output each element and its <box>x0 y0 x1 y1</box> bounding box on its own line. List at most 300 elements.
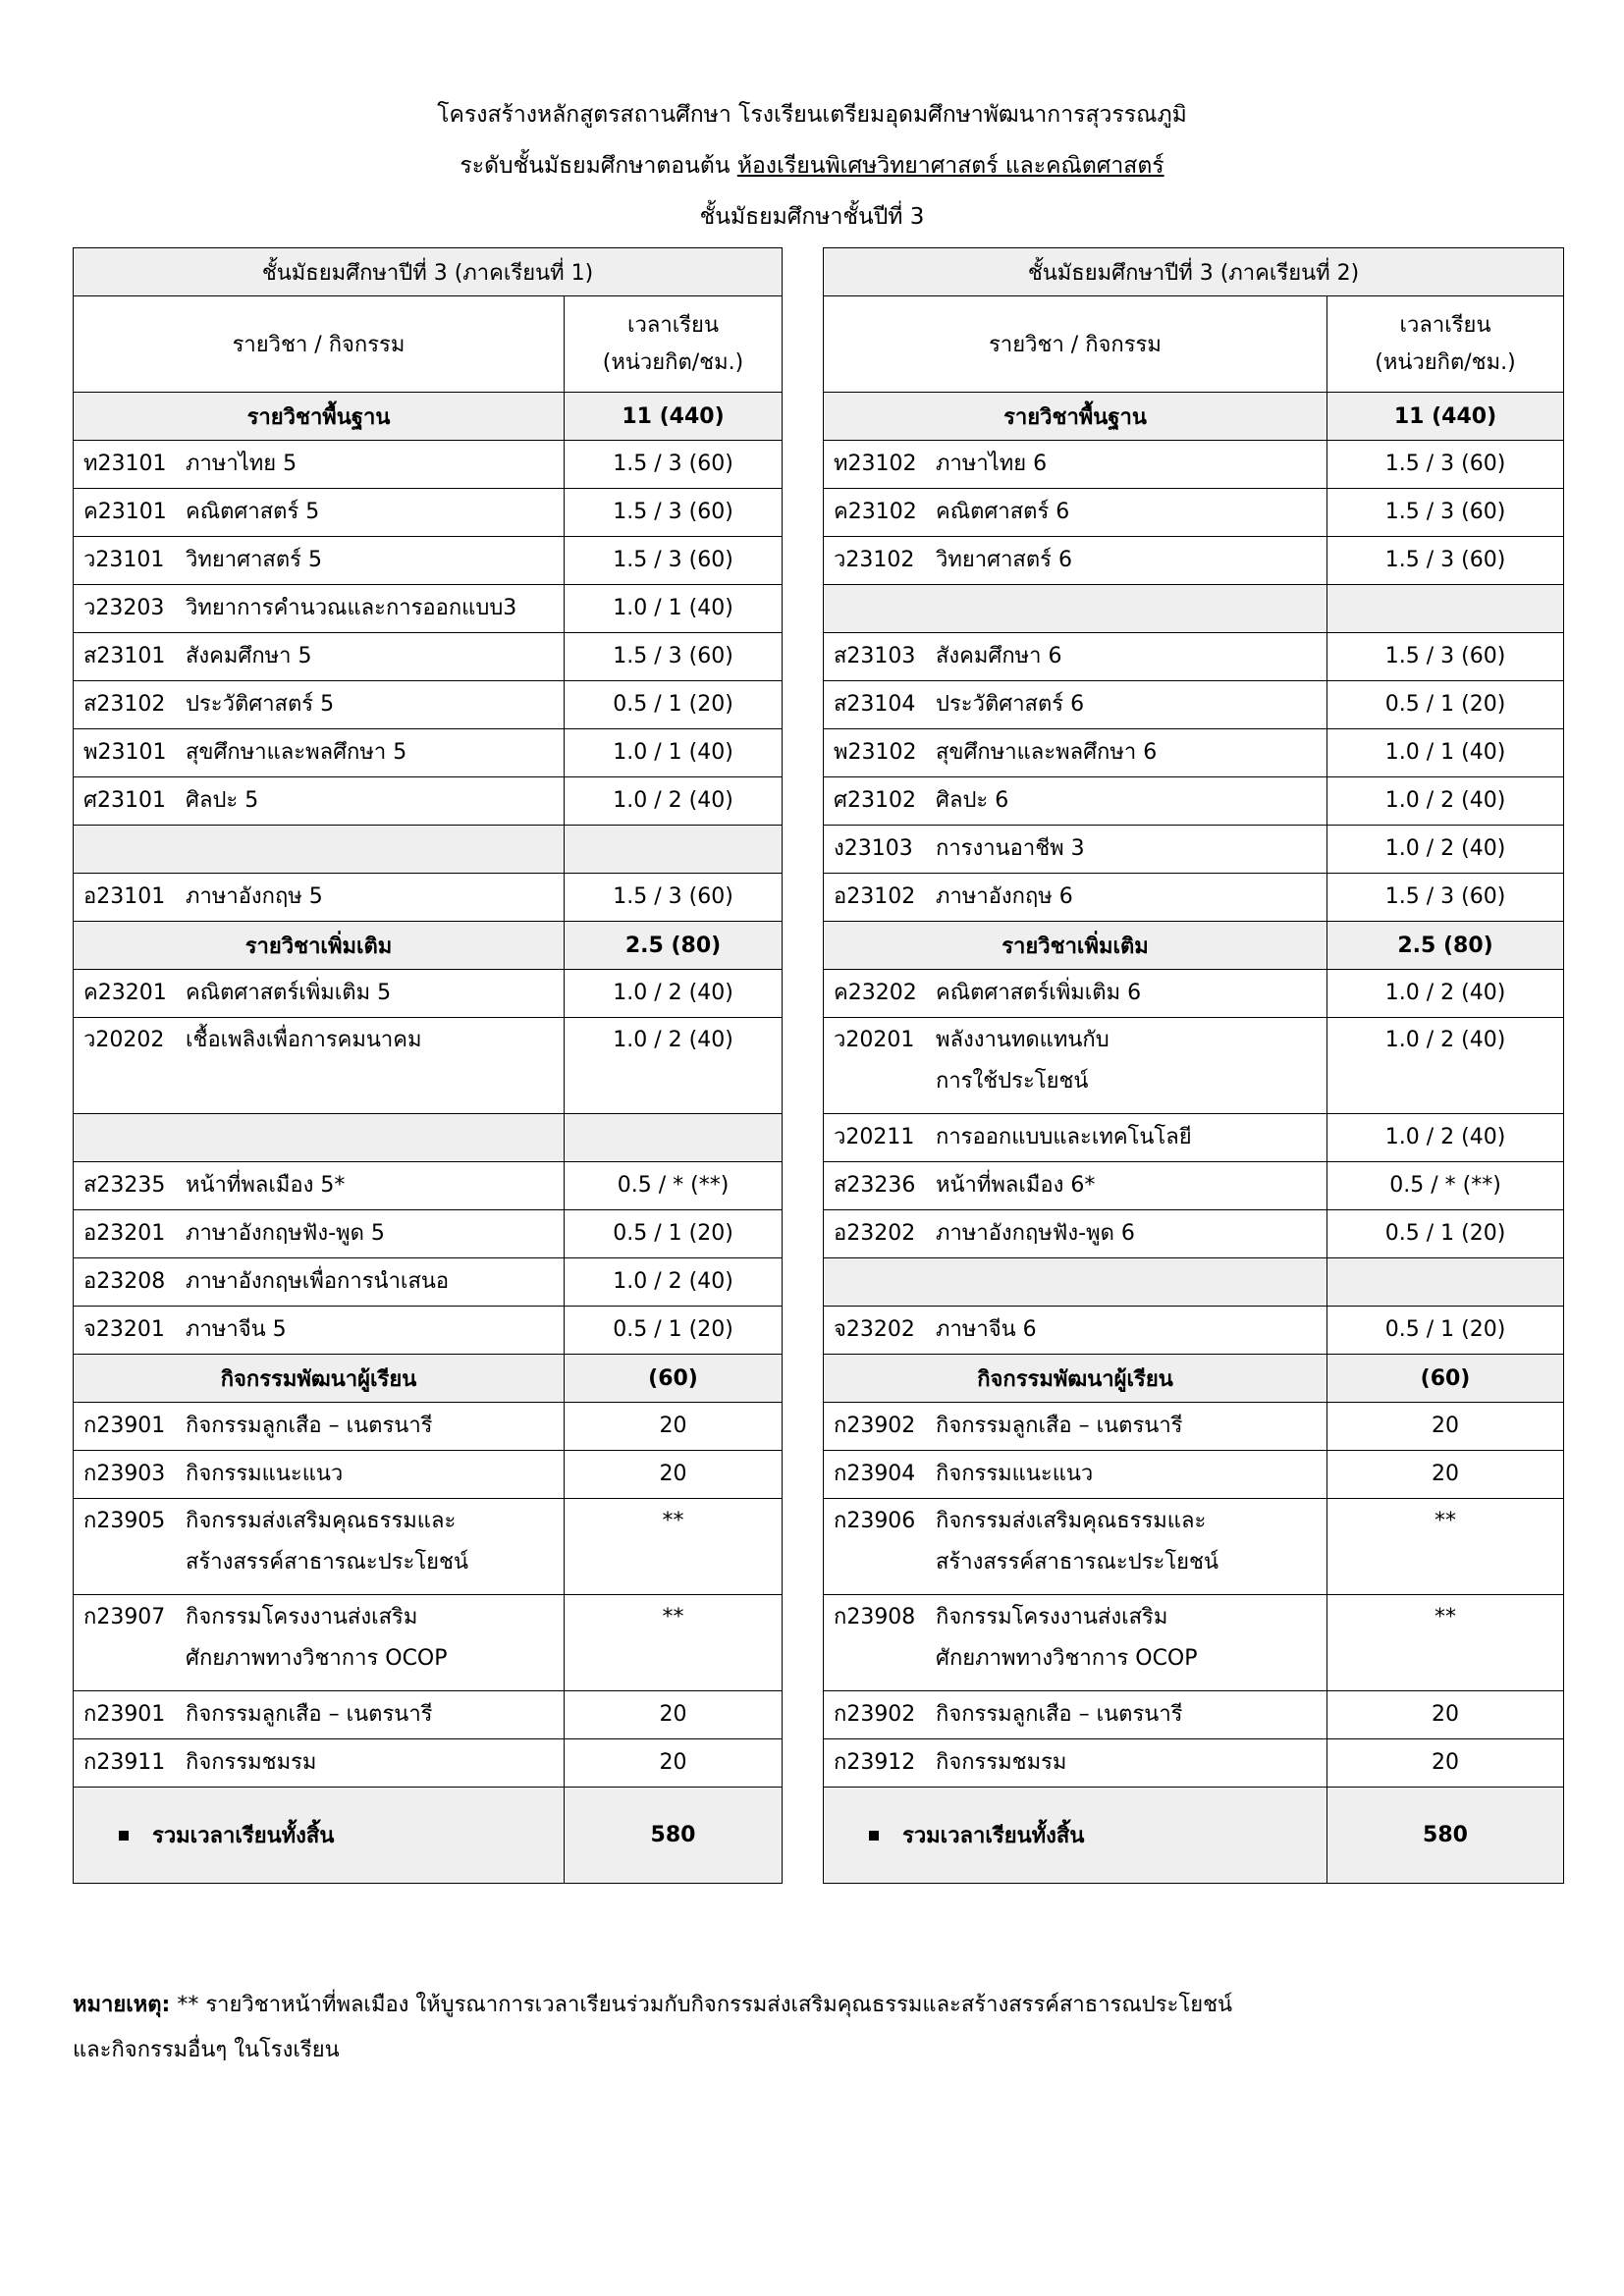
sem1-basic-row-subject <box>74 633 565 681</box>
sem1-extra-row-subject <box>74 1307 565 1355</box>
subject-name: คณิตศาสตร์ 5 <box>186 500 320 524</box>
sem2-extra-row <box>824 1114 1564 1162</box>
sem2-basic-row-time <box>1327 777 1564 826</box>
sem2-basic-row-subject <box>824 729 1327 777</box>
subject-name: ภาษาอังกฤษฟัง-พูด 6 <box>936 1221 1135 1246</box>
sem1-extra-row <box>74 1114 783 1162</box>
subject-code: อ23102 <box>834 884 916 909</box>
sem2-basic-row-time <box>1327 729 1564 777</box>
sem1-total-row <box>74 1788 783 1884</box>
time-value: 1.0 / 2 (40) <box>1384 1125 1506 1149</box>
sem1-extra-row-subject <box>74 1114 565 1162</box>
sem2-activity-row-time <box>1327 1499 1564 1595</box>
sem1-basic-row-time <box>565 777 783 826</box>
sem1-basic-row <box>74 826 783 874</box>
sem2-extra-row <box>824 1018 1564 1114</box>
sem2-total-label-cell <box>824 1788 1327 1884</box>
sem2-extra-row-subject <box>824 1114 1327 1162</box>
sem2-extra-row-subject <box>824 1258 1327 1307</box>
subject-name: กิจกรรมลูกเสือ – เนตรนารี <box>936 1702 1183 1727</box>
sem2-activity-row-time <box>1327 1595 1564 1691</box>
time-value: 1.5 / 3 (60) <box>613 548 733 572</box>
subject-line <box>83 1215 564 1253</box>
subject-name: กิจกรรมโครงงานส่งเสริม <box>186 1605 418 1629</box>
time-value: 1.5 / 3 (60) <box>613 644 733 668</box>
subject-name: กิจกรรมแนะแนว <box>936 1462 1094 1486</box>
sem2-extra-row <box>824 1307 1564 1355</box>
sem1-basic-row-subject <box>74 874 565 922</box>
sem1-extra-row-time <box>565 1018 783 1114</box>
sem2-activity-total: (60) <box>1327 1355 1564 1403</box>
subject-code: ค23202 <box>834 981 917 1005</box>
sem1-col-time <box>565 296 783 393</box>
sem1-basic-row-subject <box>74 826 565 874</box>
subject-line <box>834 1408 1326 1445</box>
footnote-text-1: ** รายวิชาหน้าที่พลเมือง ให้บูรณาการเวลาเรียนร่วมกับกิจกรรมส่งเสริมคุณธรรมและสร้างสรรค์สาธารณประโยชน์ <box>170 1993 1233 2017</box>
sem2-basic-row-subject <box>824 537 1327 585</box>
time-value: 1.0 / 2 (40) <box>1384 981 1506 1005</box>
time-value: 1.0 / 2 (40) <box>613 1028 733 1052</box>
subject-name: ภาษาอังกฤษเพื่อการนำเสนอ <box>186 1269 450 1294</box>
sem2-basic-row <box>824 441 1564 489</box>
sem2-basic-row-subject <box>824 826 1327 874</box>
time-value: 20 <box>659 1750 687 1775</box>
time-value: 1.0 / 2 (40) <box>613 1269 733 1294</box>
time-value: 0.5 / * (**) <box>617 1173 730 1198</box>
sem1-basic-row-time <box>565 537 783 585</box>
sem2-activity-row-subject <box>824 1499 1327 1595</box>
subject-line <box>83 494 564 531</box>
subject-code: ว23101 <box>83 548 165 572</box>
sem1-activity-row <box>74 1739 783 1788</box>
subject-line <box>834 1311 1326 1349</box>
subject-name-line2: ศักยภาพทางวิชาการ OCOP <box>936 1646 1198 1671</box>
subject-line <box>83 1263 564 1301</box>
sem2-total-value: 580 <box>1327 1788 1564 1884</box>
subject-name: กิจกรรมส่งเสริมคุณธรรมและ <box>186 1509 457 1533</box>
sem2-activity-row-subject <box>824 1739 1327 1788</box>
sem2-column-header-row <box>824 296 1564 393</box>
sem1-activity-label: กิจกรรมพัฒนาผู้เรียน <box>74 1355 565 1403</box>
sem1-activity-row-subject <box>74 1403 565 1451</box>
subject-line <box>834 734 1326 772</box>
sem1-extra-row-subject <box>74 1162 565 1210</box>
subject-name: ภาษาไทย 6 <box>936 452 1048 476</box>
sem1-basic-row <box>74 681 783 729</box>
subject-line <box>834 1456 1326 1493</box>
subject-name: กิจกรรมชมรม <box>936 1750 1067 1775</box>
subject-line <box>83 1408 564 1445</box>
subject-code: ท23102 <box>834 452 917 476</box>
sem1-extra-row-time <box>565 1210 783 1258</box>
sem1-basic-row <box>74 874 783 922</box>
subject-code: ก23905 <box>83 1509 166 1533</box>
sem1-col-subject: รายวิชา / กิจกรรม <box>74 296 565 393</box>
sem1-activity-row-time <box>565 1595 783 1691</box>
subject-code: ก23903 <box>83 1462 166 1486</box>
time-value: 1.5 / 3 (60) <box>1384 452 1506 476</box>
sem1-total-value: 580 <box>565 1788 783 1884</box>
sem1-activity-row-time <box>565 1403 783 1451</box>
sem2-activity-header-row <box>824 1355 1564 1403</box>
sem2-extra-row-time <box>1327 970 1564 1018</box>
sem1-extra-row-subject <box>74 1210 565 1258</box>
subject-name: สังคมศึกษา 5 <box>186 644 312 668</box>
time-value: ** <box>662 1605 684 1629</box>
sem2-basic-row <box>824 585 1564 633</box>
time-value: 1.0 / 1 (40) <box>1384 740 1506 765</box>
subject-code: ง23103 <box>834 836 913 861</box>
subject-code: ก23902 <box>834 1702 916 1727</box>
subject-name: พลังงานทดแทนกับ <box>936 1028 1110 1052</box>
sem1-basic-row-time <box>565 681 783 729</box>
time-value: ** <box>662 1509 684 1533</box>
semester-1-table <box>73 247 783 1884</box>
subject-name: การออกแบบและเทคโนโลยี <box>936 1125 1192 1149</box>
sem1-basic-row-time <box>565 826 783 874</box>
sem1-col-time-line1: เวลาเรียน <box>627 312 719 338</box>
footnote-label: หมายเหตุ: <box>73 1993 171 2017</box>
time-value: 0.5 / 1 (20) <box>613 1317 733 1342</box>
sem1-title: ชั้นมัธยมศึกษาปีที่ 3 (ภาคเรียนที่ 1) <box>74 248 783 296</box>
sem2-basic-row <box>824 729 1564 777</box>
subject-name: ภาษาไทย 5 <box>186 452 298 476</box>
sem2-basic-row-subject <box>824 633 1327 681</box>
subject-code: ก23912 <box>834 1750 916 1775</box>
time-value: 1.0 / 2 (40) <box>613 788 733 813</box>
sem1-column-header-row <box>74 296 783 393</box>
subject-name: สุขศึกษาและพลศึกษา 5 <box>186 740 407 765</box>
sem1-activity-row-time <box>565 1451 783 1499</box>
document-header <box>0 98 1624 251</box>
time-value: 1.5 / 3 (60) <box>613 500 733 524</box>
sem1-activity-row <box>74 1403 783 1451</box>
sem2-basic-row-time <box>1327 633 1564 681</box>
time-value: 1.0 / 2 (40) <box>1384 788 1506 813</box>
bullet-icon <box>869 1831 879 1841</box>
sem2-col-time-line1: เวลาเรียน <box>1399 312 1491 338</box>
time-value: 1.0 / 2 (40) <box>1384 1028 1506 1052</box>
sem1-extra-row-subject <box>74 1258 565 1307</box>
sem2-extra-total: 2.5 (80) <box>1327 922 1564 970</box>
sem1-basic-row <box>74 441 783 489</box>
subject-line <box>834 1595 1326 1636</box>
header-level-text: ระดับชั้นมัธยมศึกษาตอนต้น <box>460 153 737 179</box>
sem2-basic-row-subject <box>824 489 1327 537</box>
subject-code: จ23201 <box>83 1317 165 1342</box>
sem2-activity-row-time <box>1327 1739 1564 1788</box>
sem2-activity-row <box>824 1595 1564 1691</box>
subject-code: อ23201 <box>83 1221 166 1246</box>
subject-name: กิจกรรมชมรม <box>186 1750 317 1775</box>
subject-line <box>83 446 564 483</box>
sem1-extra-header-row <box>74 922 783 970</box>
sem2-basic-row-subject <box>824 874 1327 922</box>
sem1-basic-row-time <box>565 441 783 489</box>
sem1-extra-row-subject <box>74 1018 565 1114</box>
subject-line <box>83 638 564 675</box>
subject-line <box>834 1499 1326 1540</box>
time-value: 20 <box>659 1462 687 1486</box>
subject-line <box>834 830 1326 868</box>
time-value: 1.0 / 2 (40) <box>1384 836 1506 861</box>
subject-name: กิจกรรมลูกเสือ – เนตรนารี <box>186 1414 433 1438</box>
subject-code: ค23101 <box>83 500 167 524</box>
time-value: 0.5 / 1 (20) <box>613 1221 733 1246</box>
sem2-activity-row <box>824 1691 1564 1739</box>
sem2-activity-row <box>824 1451 1564 1499</box>
time-value: 1.0 / 1 (40) <box>613 740 733 765</box>
subject-line <box>83 1311 564 1349</box>
subject-code: พ23102 <box>834 740 917 765</box>
subject-code: ก23904 <box>834 1462 916 1486</box>
subject-line <box>834 686 1326 723</box>
subject-code: พ23101 <box>83 740 167 765</box>
sem1-basic-row <box>74 729 783 777</box>
sem2-title-row <box>824 248 1564 296</box>
subject-name: สังคมศึกษา 6 <box>936 644 1062 668</box>
sem2-extra-row-subject <box>824 1018 1327 1114</box>
subject-line <box>83 1696 564 1734</box>
sem2-extra-label: รายวิชาเพิ่มเติม <box>824 922 1327 970</box>
sem2-basic-row <box>824 537 1564 585</box>
subject-line <box>834 1119 1326 1156</box>
sem1-activity-header-row <box>74 1355 783 1403</box>
sem1-basic-row-time <box>565 489 783 537</box>
subject-line <box>834 638 1326 675</box>
time-value: 1.5 / 3 (60) <box>1384 884 1506 909</box>
sem2-basic-row-subject <box>824 441 1327 489</box>
sem1-activity-total: (60) <box>565 1355 783 1403</box>
subject-name: สุขศึกษาและพลศึกษา 6 <box>936 740 1158 765</box>
subject-code: ว20211 <box>834 1125 915 1149</box>
sem2-extra-row-time <box>1327 1307 1564 1355</box>
sem1-activity-row-time <box>565 1499 783 1595</box>
subject-line <box>83 734 564 772</box>
subject-line <box>83 975 564 1012</box>
sem2-basic-row-subject <box>824 585 1327 633</box>
subject-line <box>834 446 1326 483</box>
sem1-basic-row-subject <box>74 489 565 537</box>
sem2-activity-row <box>824 1739 1564 1788</box>
sem2-extra-row-time <box>1327 1018 1564 1114</box>
sem1-activity-row <box>74 1451 783 1499</box>
time-value: 1.5 / 3 (60) <box>1384 644 1506 668</box>
subject-code: ค23201 <box>83 981 167 1005</box>
footnote-line-2: และกิจกรรมอื่นๆ ในโรงเรียน <box>73 2038 340 2062</box>
sem2-extra-row <box>824 1258 1564 1307</box>
subject-name: ภาษาจีน 6 <box>936 1317 1037 1342</box>
subject-name-line2: ศักยภาพทางวิชาการ OCOP <box>186 1646 448 1671</box>
sem2-extra-row-subject <box>824 970 1327 1018</box>
sem1-basic-row-time <box>565 729 783 777</box>
subject-code: ส23236 <box>834 1173 916 1198</box>
subject-name: ประวัติศาสตร์ 6 <box>936 692 1085 717</box>
header-level <box>0 149 1624 183</box>
sem2-activity-row-time <box>1327 1691 1564 1739</box>
subject-line <box>83 782 564 820</box>
subject-line <box>834 879 1326 916</box>
sem2-basic-row-time <box>1327 681 1564 729</box>
subject-line <box>834 975 1326 1012</box>
subject-name-line2: การใช้ประโยชน์ <box>936 1069 1089 1094</box>
sem1-basic-row-subject <box>74 681 565 729</box>
subject-line <box>834 1215 1326 1253</box>
subject-name: ภาษาอังกฤษฟัง-พูด 5 <box>186 1221 385 1246</box>
sem2-activity-row-subject <box>824 1403 1327 1451</box>
sem1-total-label: รวมเวลาเรียนทั้งสิ้น <box>152 1824 335 1848</box>
subject-line <box>834 1696 1326 1734</box>
sem2-activity-row-time <box>1327 1451 1564 1499</box>
sem2-basic-row <box>824 777 1564 826</box>
sem1-basic-row-time <box>565 633 783 681</box>
sem1-extra-row-time <box>565 970 783 1018</box>
subject-name: คณิตศาสตร์เพิ่มเติม 6 <box>936 981 1142 1005</box>
subject-name-line2: สร้างสรรค์สาธารณะประโยชน์ <box>186 1550 468 1575</box>
subject-code: จ23202 <box>834 1317 915 1342</box>
sem1-activity-row-time <box>565 1691 783 1739</box>
sem1-extra-label: รายวิชาเพิ่มเติม <box>74 922 565 970</box>
subject-name: วิทยาศาสตร์ 6 <box>936 548 1072 572</box>
subject-line <box>834 1744 1326 1782</box>
sem1-extra-row-time <box>565 1162 783 1210</box>
sem1-extra-row <box>74 970 783 1018</box>
subject-code: ว20202 <box>83 1028 165 1052</box>
subject-line <box>83 590 564 627</box>
subject-code: ว23203 <box>83 596 165 620</box>
sem2-basic-row-time <box>1327 441 1564 489</box>
sem1-basic-header-row <box>74 393 783 441</box>
sem1-activity-row-subject <box>74 1691 565 1739</box>
subject-code: ก23911 <box>83 1750 166 1775</box>
sem1-extra-row <box>74 1210 783 1258</box>
sem2-activity-row-time <box>1327 1403 1564 1451</box>
sem2-basic-header-row <box>824 393 1564 441</box>
sem2-basic-row-time <box>1327 489 1564 537</box>
subject-name: ประวัติศาสตร์ 5 <box>186 692 335 717</box>
subject-code: ก23908 <box>834 1605 916 1629</box>
sem2-extra-row-subject <box>824 1162 1327 1210</box>
time-value: 0.5 / 1 (20) <box>1384 1317 1506 1342</box>
sem1-basic-row <box>74 537 783 585</box>
sem2-basic-row-time <box>1327 874 1564 922</box>
sem1-activity-row-subject <box>74 1451 565 1499</box>
subject-code: อ23208 <box>83 1269 166 1294</box>
sem2-activity-row <box>824 1499 1564 1595</box>
subject-name: หน้าที่พลเมือง 5* <box>186 1173 346 1198</box>
subject-line <box>83 1167 564 1204</box>
time-value: 0.5 / 1 (20) <box>613 692 733 717</box>
semester-2-table <box>823 247 1564 1884</box>
time-value: ** <box>1435 1605 1456 1629</box>
sem1-basic-row-subject <box>74 777 565 826</box>
subject-name: กิจกรรมลูกเสือ – เนตรนารี <box>186 1702 433 1727</box>
subject-code: อ23202 <box>834 1221 916 1246</box>
sem2-extra-row-subject <box>824 1307 1327 1355</box>
sem1-basic-total: 11 (440) <box>565 393 783 441</box>
sem1-basic-row-subject <box>74 729 565 777</box>
subject-name: กิจกรรมโครงงานส่งเสริม <box>936 1605 1168 1629</box>
sem2-col-time <box>1327 296 1564 393</box>
time-value: 0.5 / 1 (20) <box>1384 692 1506 717</box>
sem2-extra-row-subject <box>824 1210 1327 1258</box>
sem2-basic-row <box>824 489 1564 537</box>
sem2-extra-row-time <box>1327 1162 1564 1210</box>
sem1-extra-row-time <box>565 1258 783 1307</box>
time-value: 20 <box>659 1414 687 1438</box>
sem2-total-label: รวมเวลาเรียนทั้งสิ้น <box>902 1824 1085 1848</box>
time-value: 20 <box>1432 1414 1459 1438</box>
sem2-activity-row-subject <box>824 1451 1327 1499</box>
sem2-basic-row-subject <box>824 777 1327 826</box>
sem1-title-row <box>74 248 783 296</box>
sem1-basic-row-time <box>565 874 783 922</box>
time-value: 1.0 / 2 (40) <box>613 981 733 1005</box>
subject-name: เชื้อเพลิงเพื่อการคมนาคม <box>186 1028 422 1052</box>
subject-name: กิจกรรมส่งเสริมคุณธรรมและ <box>936 1509 1207 1533</box>
subject-line <box>83 1744 564 1782</box>
header-grade: ชั้นมัธยมศึกษาชั้นปีที่ 3 <box>699 204 925 230</box>
subject-code: ก23901 <box>83 1414 166 1438</box>
sem1-basic-row-time <box>565 585 783 633</box>
subject-line <box>834 1167 1326 1204</box>
subject-code: ว20201 <box>834 1028 915 1052</box>
sem2-basic-row-subject <box>824 681 1327 729</box>
subject-line <box>83 1595 564 1636</box>
subject-name: กิจกรรมลูกเสือ – เนตรนารี <box>936 1414 1183 1438</box>
sem1-basic-row-subject <box>74 585 565 633</box>
sem2-col-subject: รายวิชา / กิจกรรม <box>824 296 1327 393</box>
subject-name: วิทยาศาสตร์ 5 <box>186 548 322 572</box>
sem2-basic-row-time <box>1327 585 1564 633</box>
sem1-total-label-cell <box>74 1788 565 1884</box>
subject-code: ศ23101 <box>83 788 166 813</box>
time-value: 20 <box>659 1702 687 1727</box>
subject-code: ก23907 <box>83 1605 166 1629</box>
subject-code: ส23104 <box>834 692 916 717</box>
subject-name: คณิตศาสตร์เพิ่มเติม 5 <box>186 981 392 1005</box>
subject-code: ส23103 <box>834 644 916 668</box>
subject-code: อ23101 <box>83 884 166 909</box>
subject-line <box>83 1499 564 1540</box>
subject-name: การงานอาชีพ 3 <box>936 836 1085 861</box>
subject-name: ภาษาอังกฤษ 6 <box>936 884 1073 909</box>
sem2-basic-row <box>824 633 1564 681</box>
sem1-extra-row-time <box>565 1114 783 1162</box>
subject-name: ศิลปะ 5 <box>186 788 259 813</box>
time-value: ** <box>1435 1509 1456 1533</box>
subject-code: ว23102 <box>834 548 915 572</box>
sem1-activity-row <box>74 1595 783 1691</box>
sem1-basic-row-subject <box>74 537 565 585</box>
sem2-activity-row <box>824 1403 1564 1451</box>
subject-line <box>83 1018 564 1059</box>
subject-line <box>834 782 1326 820</box>
sem2-basic-total: 11 (440) <box>1327 393 1564 441</box>
time-value: 1.5 / 3 (60) <box>1384 548 1506 572</box>
sem2-basic-label: รายวิชาพื้นฐาน <box>824 393 1327 441</box>
subject-code: ค23102 <box>834 500 917 524</box>
time-value: 1.5 / 3 (60) <box>1384 500 1506 524</box>
subject-line <box>834 494 1326 531</box>
sem2-basic-row <box>824 826 1564 874</box>
sem1-basic-label: รายวิชาพื้นฐาน <box>74 393 565 441</box>
sem1-basic-row <box>74 777 783 826</box>
sem1-activity-row-subject <box>74 1595 565 1691</box>
time-value: 1.5 / 3 (60) <box>613 452 733 476</box>
sem1-extra-row <box>74 1307 783 1355</box>
subject-code: ส23235 <box>83 1173 166 1198</box>
